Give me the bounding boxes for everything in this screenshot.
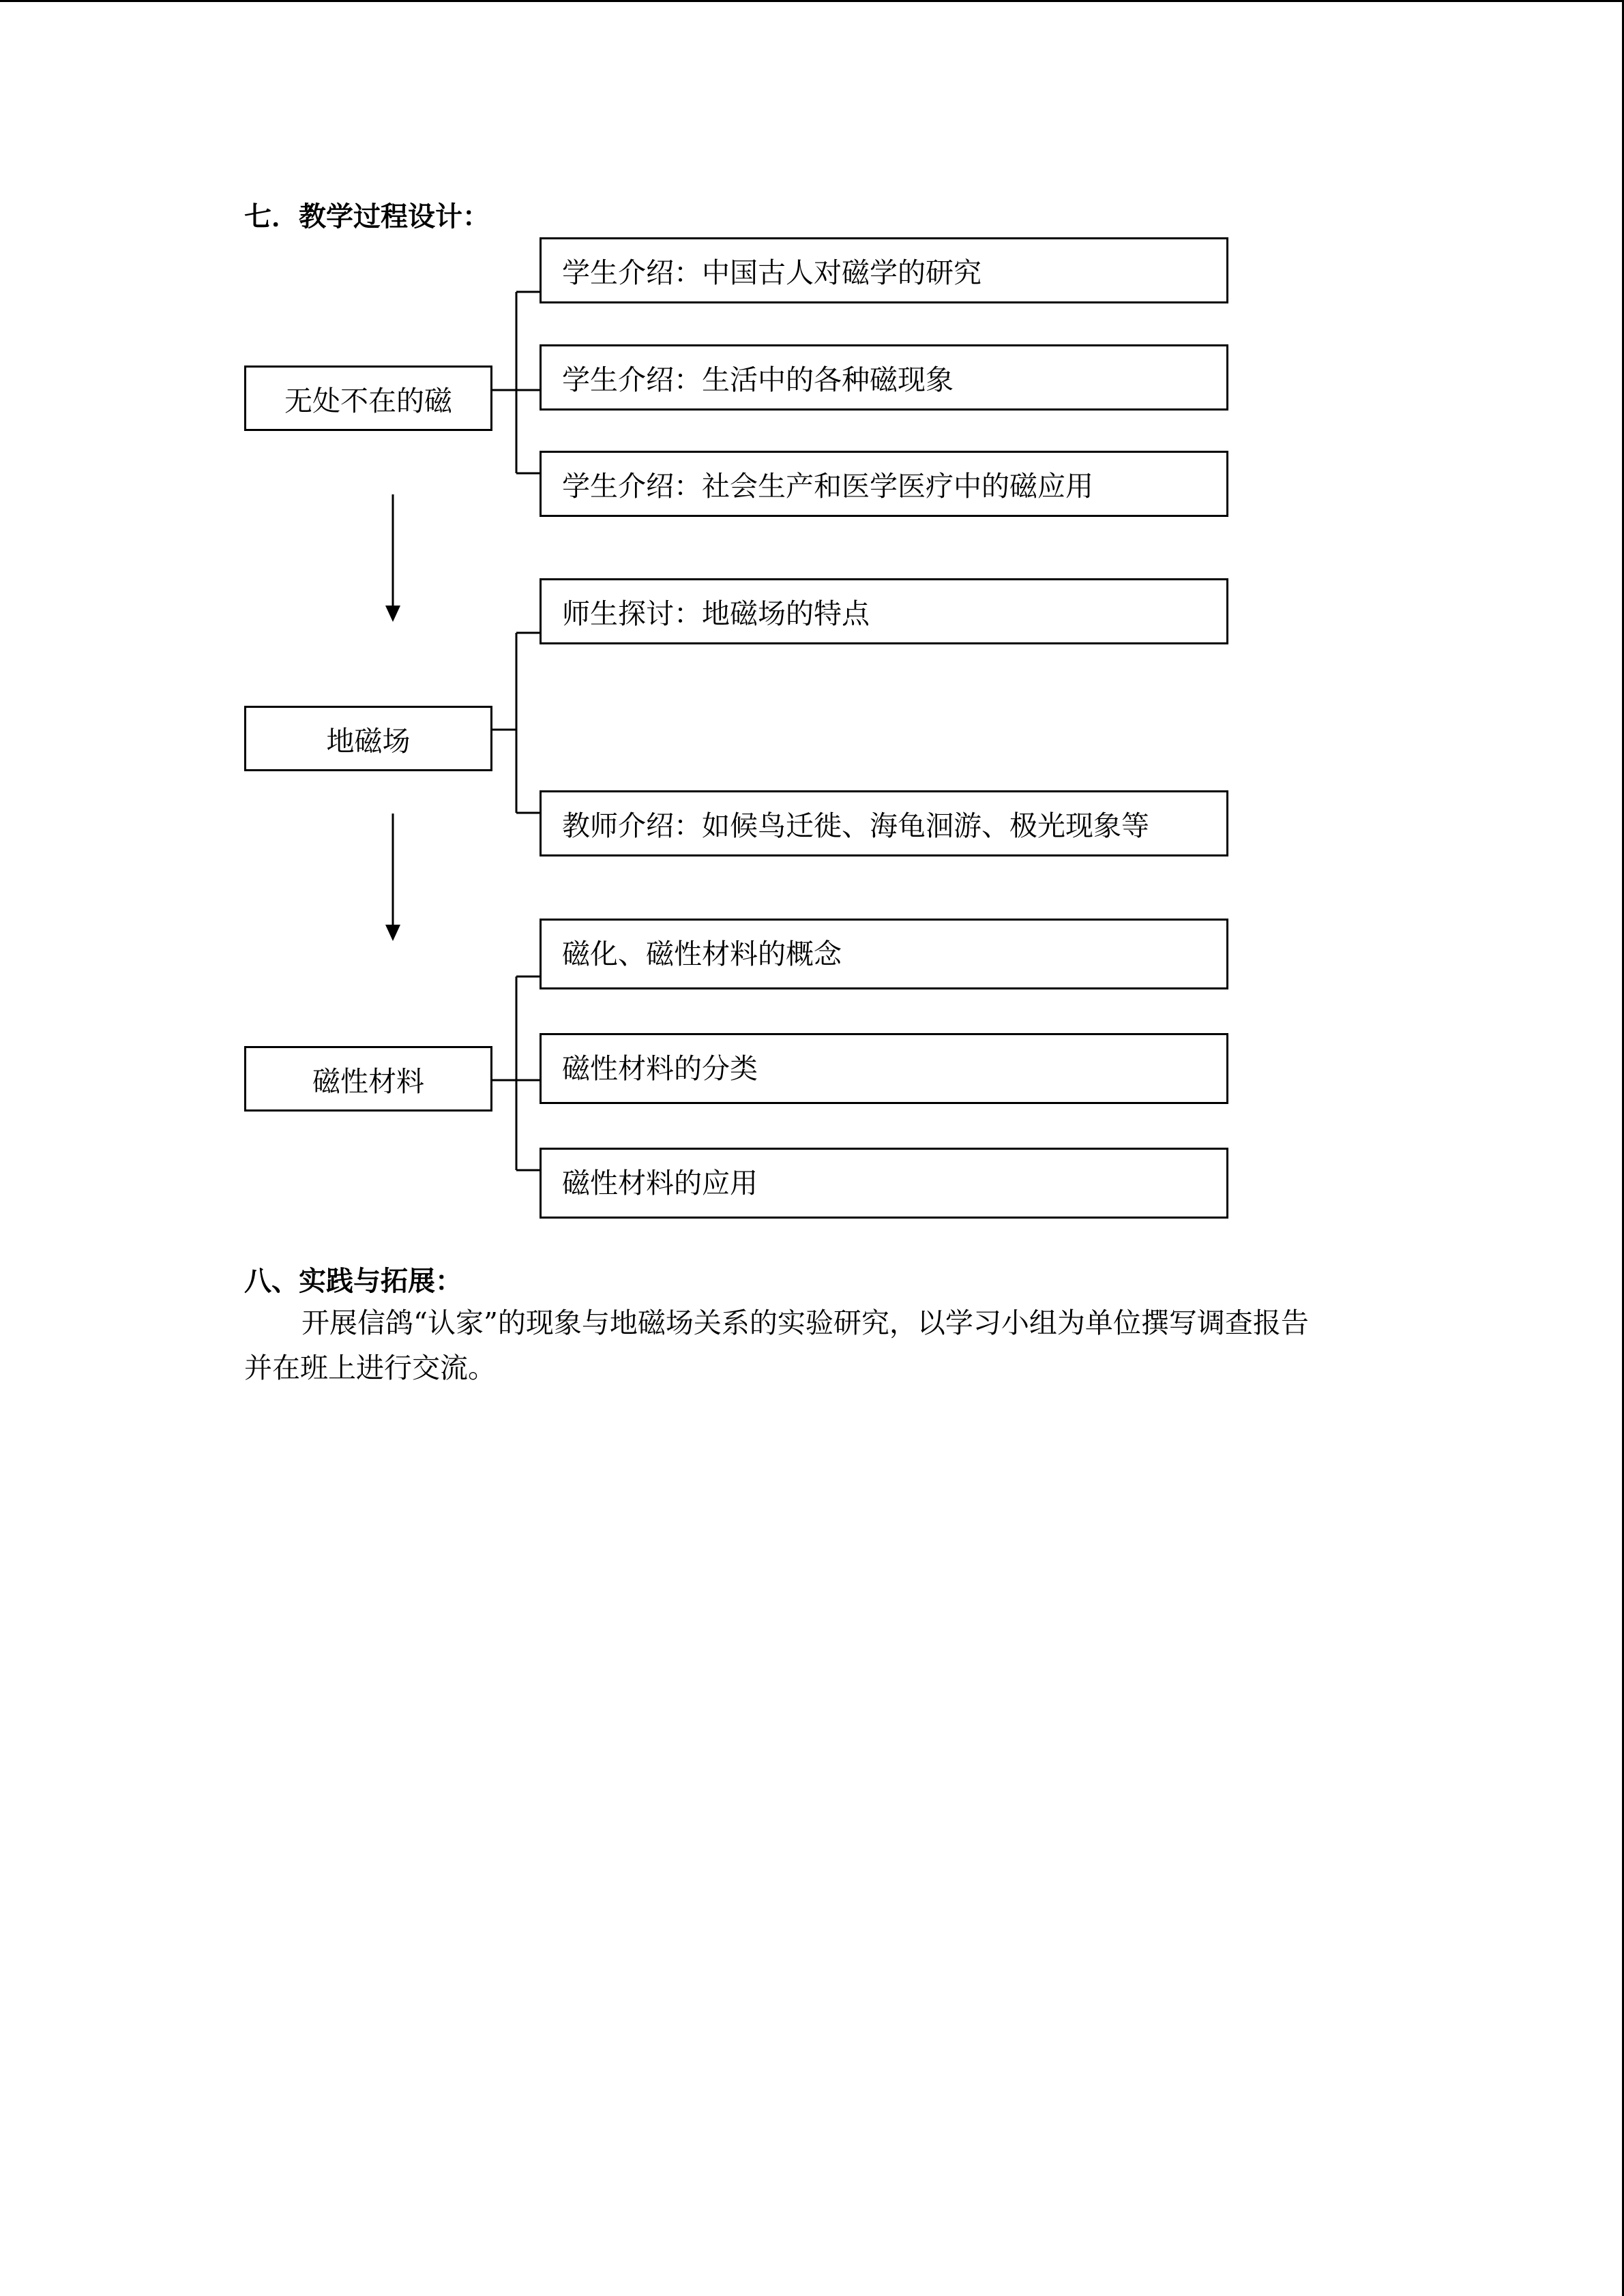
category-box-ubiquitous-magnetism: 无处不在的磁 <box>244 366 492 431</box>
section-8-heading: 八、实践与拓展： <box>244 1265 462 1297</box>
section-7-heading: 七．教学过程设计： <box>244 200 490 233</box>
activity-box: 师生探讨：地磁场的特点 <box>540 578 1228 644</box>
activity-box: 磁化、磁性材料的概念 <box>540 919 1228 989</box>
activity-box: 学生介绍：生活中的各种磁现象 <box>540 344 1228 411</box>
activity-box: 学生介绍：社会生产和医学医疗中的磁应用 <box>540 451 1228 517</box>
paragraph-line-1: 开展信鸽“认家”的现象与地磁场关系的实验研究，以学习小组为单位撰写调查报告 <box>301 1307 1309 1339</box>
arrow-head-icon <box>385 606 400 622</box>
arrow-head-icon <box>385 925 400 941</box>
activity-box: 学生介绍：中国古人对磁学的研究 <box>540 237 1228 303</box>
activity-box: 磁性材料的分类 <box>540 1033 1228 1104</box>
category-box-magnetic-materials: 磁性材料 <box>244 1046 492 1112</box>
category-box-geomagnetic-field: 地磁场 <box>244 706 492 771</box>
activity-box: 教师介绍：如候鸟迁徙、海龟洄游、极光现象等 <box>540 790 1228 856</box>
activity-box: 磁性材料的应用 <box>540 1148 1228 1219</box>
paragraph-line-2: 并在班上进行交流。 <box>244 1352 496 1384</box>
